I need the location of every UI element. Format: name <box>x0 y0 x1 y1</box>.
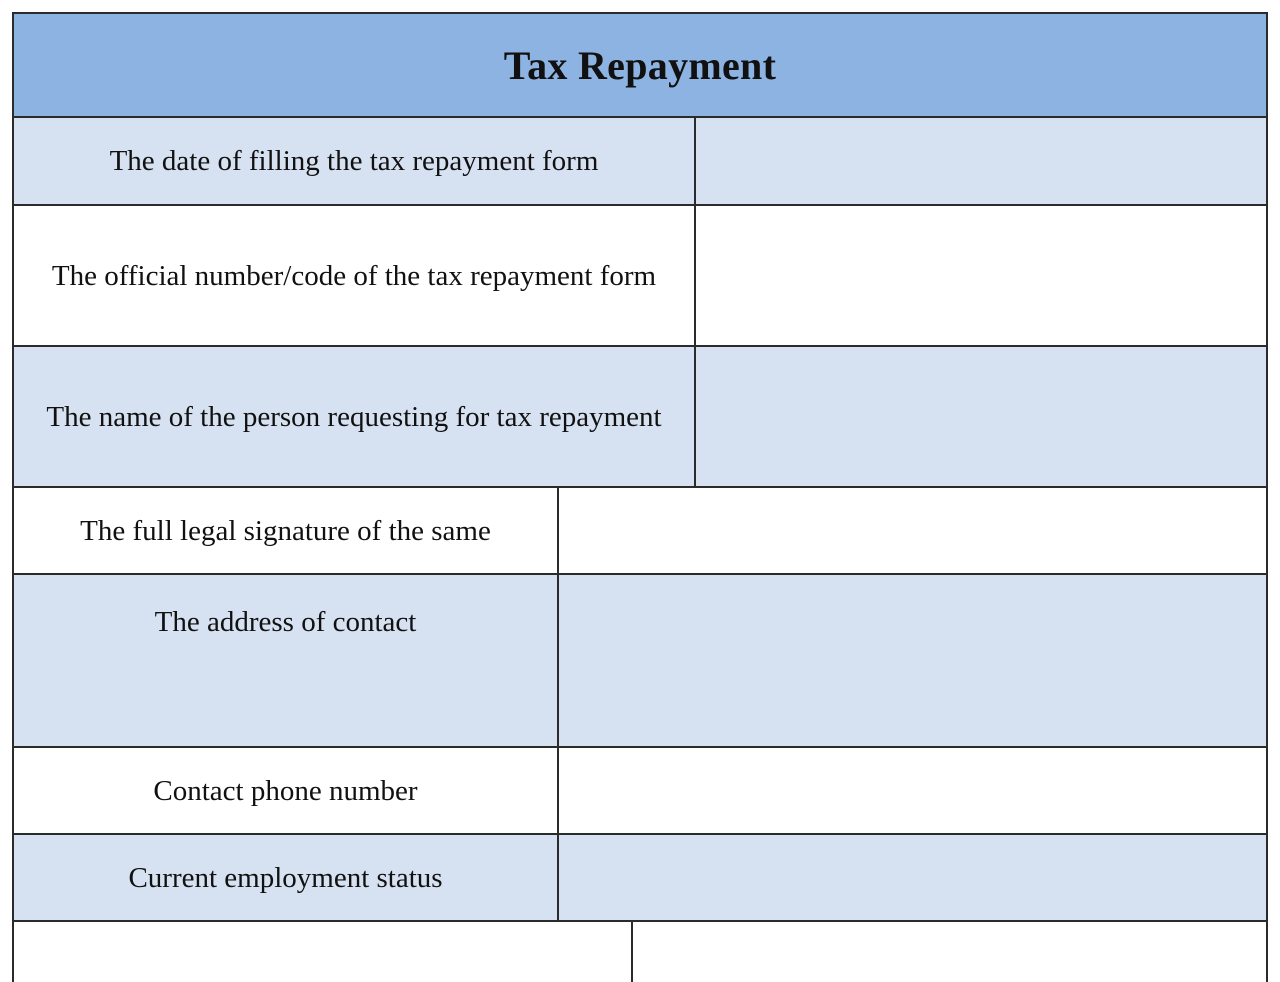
form-row-official-number <box>14 206 1266 347</box>
phone-field[interactable] <box>559 748 1266 833</box>
requester-name-field[interactable] <box>696 347 1266 486</box>
signature-field[interactable] <box>559 488 1266 573</box>
field-label: The name of the person requesting for tax repayment <box>14 347 696 486</box>
form-row-employment-status <box>14 835 1266 922</box>
form-row-date <box>14 118 1266 206</box>
field-label: The date of filling the tax repayment form <box>14 118 696 204</box>
field-label: The full legal signature of the same <box>14 488 559 573</box>
field-label: The address of contact <box>14 575 559 746</box>
field-label <box>14 922 633 982</box>
official-number-field[interactable] <box>696 206 1266 345</box>
form-row-phone <box>14 748 1266 835</box>
employment-status-field[interactable] <box>559 835 1266 920</box>
tax-repayment-form <box>12 12 1268 982</box>
form-row-signature <box>14 488 1266 575</box>
date-field[interactable] <box>696 118 1266 204</box>
form-row-requester-name <box>14 347 1266 488</box>
field-label: Current employment status <box>14 835 559 920</box>
field-label: The official number/code of the tax repayment form <box>14 206 696 345</box>
form-title: Tax Repayment <box>503 42 777 88</box>
address-field[interactable] <box>559 575 1266 746</box>
field-label: Contact phone number <box>14 748 559 833</box>
partial-field[interactable] <box>633 922 1266 982</box>
form-row-partial <box>14 922 1266 982</box>
form-header <box>14 14 1266 118</box>
form-row-address <box>14 575 1266 748</box>
